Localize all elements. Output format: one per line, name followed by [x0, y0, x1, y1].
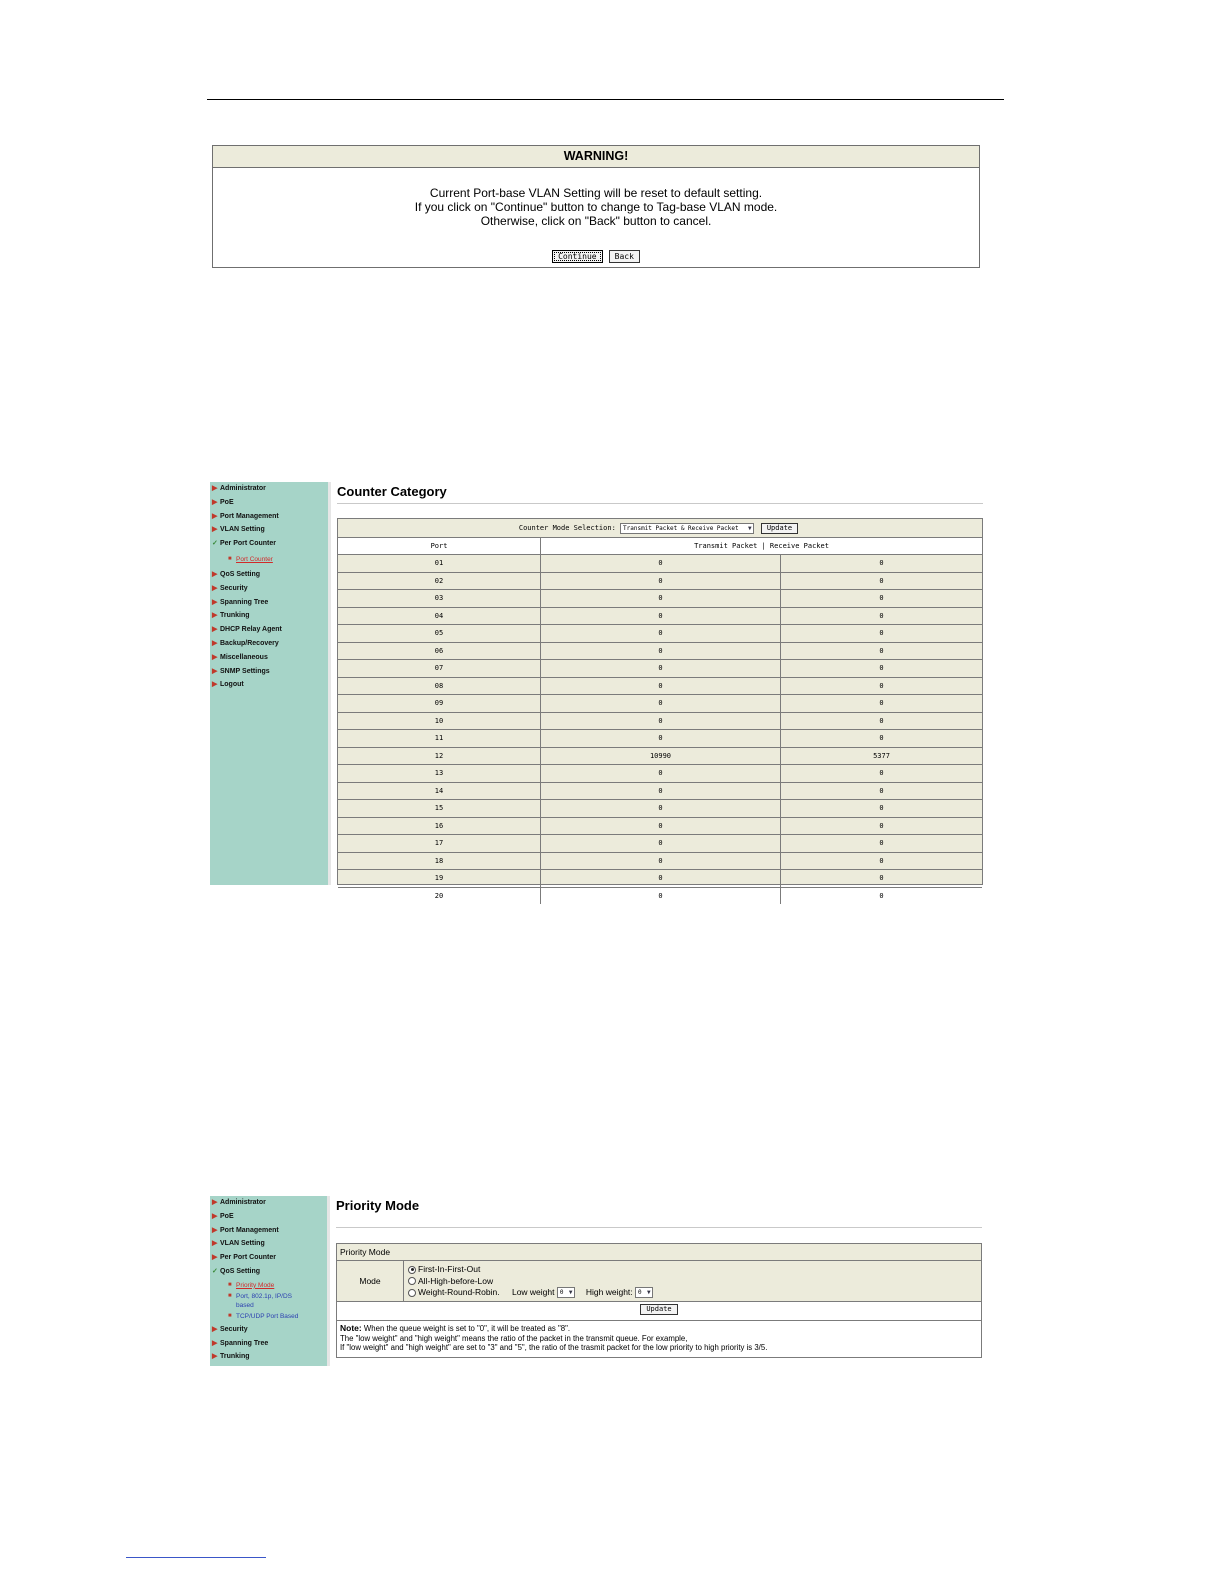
nav-dhcp-relay-agent[interactable]: ▶ DHCP Relay Agent [210, 623, 328, 637]
cell-transmit: 0 [541, 695, 781, 712]
counter-header-row [338, 538, 982, 555]
priority-mode-row [337, 1261, 981, 1302]
bullet-icon: ■ [228, 1292, 232, 1299]
arrow-right-icon: ▶ [212, 667, 218, 675]
priority-table [336, 1243, 982, 1358]
priority-sidebar [210, 1196, 330, 1366]
nav-qos-setting[interactable]: ▶ QoS Setting [210, 568, 328, 582]
table-row [338, 660, 982, 678]
table-row [338, 888, 982, 905]
counter-table [337, 518, 983, 900]
priority-update-button[interactable]: Update [640, 1304, 677, 1315]
cell-receive: 0 [879, 874, 884, 882]
nav-trunking[interactable]: ▶ Trunking [210, 609, 328, 623]
cell-port: 18 [338, 853, 541, 870]
table-row [338, 800, 982, 818]
nav-trunking[interactable]: ▶ Trunking [210, 1350, 327, 1364]
arrow-right-icon: ▶ [212, 570, 218, 578]
nav-poe[interactable]: ▶ PoE [210, 496, 328, 510]
table-row [338, 835, 982, 853]
check-icon: ✓ [212, 1267, 218, 1275]
table-row [338, 555, 982, 573]
cell-receive: 0 [879, 786, 884, 795]
counter-mode-row [338, 519, 982, 538]
bullet-icon: ■ [228, 1281, 232, 1288]
cell-port: 04 [338, 608, 541, 625]
cell-port: 11 [338, 730, 541, 747]
cell-port: 01 [338, 555, 541, 572]
nav-sub-port-8021p[interactable]: ■ Port, 802.1p, IP/DS [228, 1292, 293, 1300]
warning-line-1: Current Port-base VLAN Setting will be reset to default setting. [429, 186, 763, 200]
option-all-high[interactable]: All-High-before-Low [408, 1276, 653, 1288]
mode-options [404, 1261, 653, 1301]
nav-sub-priority-mode[interactable]: ■ Priority Mode [210, 1279, 327, 1292]
note-line-2: The "low weight" and "high weight" means the ratio of the packet in the transmit queue. For example, [340, 1333, 688, 1343]
cell-port: 12 [338, 748, 541, 765]
priority-nav [210, 1196, 327, 1364]
arrow-right-icon: ▶ [212, 1254, 218, 1262]
arrow-right-icon: ▶ [212, 1240, 218, 1248]
cell-transmit: 0 [541, 835, 781, 852]
cell-transmit: 0 [541, 573, 781, 590]
col-header-port: Port [338, 538, 541, 554]
table-row [338, 853, 982, 871]
cell-transmit: 0 [541, 818, 781, 835]
cell-receive: 0 [879, 699, 884, 707]
nav-qos-setting[interactable]: ✓ QoS Setting [210, 1265, 327, 1279]
cell-receive: 0 [879, 839, 884, 847]
cell-receive: 0 [879, 611, 884, 620]
cell-receive: 0 [879, 821, 884, 830]
nav-spanning-tree[interactable]: ▶ Spanning Tree [210, 596, 328, 610]
warning-dialog [212, 145, 980, 268]
cell-receive: 0 [879, 769, 884, 777]
arrow-right-icon: ▶ [212, 1226, 218, 1234]
cell-port: 15 [338, 800, 541, 817]
bullet-icon: ■ [228, 1312, 232, 1319]
table-row [338, 695, 982, 713]
counter-mode-label: Counter Mode Selection: [518, 524, 616, 532]
high-weight-label: High weight: [585, 1287, 633, 1297]
cell-receive: 5377 [873, 751, 890, 760]
cell-transmit: 0 [541, 870, 781, 887]
nav-vlan-setting[interactable]: ▶ VLAN Setting [210, 523, 328, 537]
priority-section-label: Priority Mode [337, 1244, 981, 1261]
nav-miscellaneous[interactable]: ▶ Miscellaneous [210, 651, 328, 665]
radio-wrr[interactable] [408, 1289, 416, 1297]
table-row [338, 765, 982, 783]
nav-security[interactable]: ▶ Security [210, 582, 328, 596]
arrow-right-icon: ▶ [212, 485, 218, 492]
cell-transmit: 0 [541, 853, 781, 870]
cell-receive: 0 [879, 734, 884, 742]
nav-backup-recovery[interactable]: ▶ Backup/Recovery [210, 637, 328, 651]
arrow-right-icon: ▶ [212, 526, 218, 534]
low-weight-label: Low weight [511, 1287, 555, 1297]
back-button[interactable]: Back [609, 250, 640, 263]
nav-sub-based[interactable]: based [236, 1301, 254, 1309]
counter-update-button[interactable]: Update [761, 523, 798, 534]
nav-snmp-settings[interactable]: ▶ SNMP Settings [210, 665, 328, 679]
cell-transmit: 0 [541, 643, 781, 660]
cell-transmit: 0 [541, 800, 781, 817]
nav-logout[interactable]: ▶ Logout [210, 678, 328, 692]
nav-per-port-counter[interactable]: ✓ Per Port Counter [210, 537, 328, 551]
cell-transmit: 0 [541, 590, 781, 607]
cell-transmit: 0 [541, 713, 781, 730]
counter-nav [210, 482, 328, 692]
nav-security[interactable]: ▶ Security [210, 1323, 327, 1337]
cell-transmit: 0 [541, 555, 781, 572]
high-weight-select[interactable]: 0 ▼ [635, 1287, 653, 1298]
cell-receive: 0 [879, 646, 884, 655]
cell-transmit: 0 [541, 625, 781, 642]
cell-port: 08 [338, 678, 541, 695]
arrow-right-icon: ▶ [212, 1353, 218, 1361]
arrow-right-icon: ▶ [212, 1339, 218, 1347]
option-wrr[interactable]: Weight-Round-Robin. Low weight 0 ▼ High weight: 0 ▼ [408, 1287, 653, 1299]
check-icon: ✓ [212, 540, 218, 548]
cell-receive: 0 [879, 716, 884, 725]
cell-receive: 0 [879, 891, 884, 900]
cell-receive: 0 [879, 804, 884, 812]
nav-administrator[interactable]: ▶ Administrator [210, 482, 328, 496]
cell-receive: 0 [879, 664, 884, 672]
cell-port: 17 [338, 835, 541, 852]
cell-receive: 0 [879, 856, 884, 865]
counter-page-title: Counter Category [337, 484, 447, 499]
cell-port: 14 [338, 783, 541, 800]
table-row [338, 608, 982, 626]
nav-port-management[interactable]: ▶ Port Management [210, 1224, 327, 1238]
arrow-right-icon: ▶ [212, 639, 218, 647]
table-row [338, 870, 982, 888]
warning-title: WARNING! [213, 146, 979, 168]
nav-per-port-counter[interactable]: ▶ Per Port Counter [210, 1251, 327, 1265]
arrow-right-icon: ▶ [212, 1199, 218, 1206]
col-header-packets: Transmit Packet | Receive Packet [694, 542, 829, 550]
page-header-rule [207, 99, 1004, 100]
arrow-right-icon: ▶ [212, 512, 218, 520]
arrow-right-icon: ▶ [212, 1212, 218, 1220]
counter-title-rule [337, 503, 983, 504]
cell-port: 09 [338, 695, 541, 712]
nav-vlan-setting[interactable]: ▶ VLAN Setting [210, 1237, 327, 1251]
nav-port-management[interactable]: ▶ Port Management [210, 510, 328, 524]
cell-port: 19 [338, 870, 541, 887]
option-fifo[interactable]: First-In-First-Out [408, 1264, 653, 1276]
counter-mode-select[interactable]: Transmit Packet & Receive Packet ▼ [620, 523, 754, 534]
table-row [338, 678, 982, 696]
radio-fifo[interactable] [408, 1266, 416, 1274]
cell-port: 13 [338, 765, 541, 782]
note-label: Note: [340, 1323, 362, 1333]
nav-sub-port-counter[interactable]: ■ Port Counter [210, 551, 328, 568]
note-line-1: When the queue weight is set to "0", it will be treated as "8". [363, 1324, 571, 1333]
table-row [338, 625, 982, 643]
low-weight-select[interactable]: 0 ▼ [557, 1287, 575, 1298]
priority-note [337, 1321, 981, 1353]
warning-line-2: If you click on "Continue" button to change to Tag-base VLAN mode. [414, 200, 778, 214]
cell-transmit: 0 [541, 660, 781, 677]
chevron-down-icon: ▼ [647, 1289, 651, 1297]
cell-port: 02 [338, 573, 541, 590]
cell-transmit: 0 [541, 783, 781, 800]
cell-transmit: 0 [541, 730, 781, 747]
arrow-right-icon: ▶ [212, 612, 218, 620]
table-row [338, 730, 982, 748]
table-row [338, 783, 982, 801]
cell-receive: 0 [879, 681, 884, 690]
cell-port: 20 [338, 888, 541, 905]
arrow-right-icon: ▶ [212, 653, 218, 661]
table-row [338, 748, 982, 766]
warning-line-3: Otherwise, click on "Back" button to cancel. [480, 214, 712, 228]
cell-port: 07 [338, 660, 541, 677]
bullet-icon: ■ [228, 555, 232, 562]
continue-button[interactable]: Continue [552, 250, 603, 263]
cell-transmit: 0 [541, 608, 781, 625]
cell-port: 10 [338, 713, 541, 730]
table-row [338, 643, 982, 661]
chevron-down-icon: ▼ [747, 524, 752, 532]
cell-receive: 0 [879, 594, 884, 602]
cell-receive: 0 [879, 576, 884, 585]
counter-sidebar [210, 482, 331, 885]
footer-link-underline [126, 1557, 266, 1558]
arrow-right-icon: ▶ [212, 584, 218, 592]
arrow-right-icon: ▶ [212, 498, 218, 506]
cell-transmit: 10990 [541, 748, 781, 765]
priority-page-title: Priority Mode [336, 1198, 420, 1213]
mode-label: Mode [337, 1261, 404, 1301]
priority-title-rule [336, 1227, 982, 1228]
cell-port: 05 [338, 625, 541, 642]
counter-rows [338, 555, 982, 904]
table-row [338, 713, 982, 731]
nav-poe[interactable]: ▶ PoE [210, 1210, 327, 1224]
priority-update-row [337, 1302, 981, 1321]
table-row [338, 818, 982, 836]
cell-receive: 0 [879, 559, 884, 567]
cell-receive: 0 [879, 629, 884, 637]
warning-buttons [213, 250, 979, 263]
nav-administrator[interactable]: ▶ Administrator [210, 1196, 327, 1210]
cell-transmit: 0 [541, 678, 781, 695]
cell-port: 06 [338, 643, 541, 660]
warning-message [213, 186, 979, 228]
radio-all-high[interactable] [408, 1277, 416, 1285]
cell-port: 16 [338, 818, 541, 835]
arrow-right-icon: ▶ [212, 598, 218, 606]
cell-port: 03 [338, 590, 541, 607]
nav-spanning-tree[interactable]: ▶ Spanning Tree [210, 1337, 327, 1351]
arrow-right-icon: ▶ [212, 1325, 218, 1333]
nav-sub-tcp-udp[interactable]: ■ TCP/UDP Port Based [210, 1310, 327, 1323]
table-row [338, 573, 982, 591]
cell-transmit: 0 [541, 888, 781, 905]
table-row [338, 590, 982, 608]
arrow-right-icon: ▶ [212, 626, 218, 634]
note-line-3: If "low weight" and "high weight" are set to "3" and "5", the ratio of the trasmit packet for the low priority to high priority is 3/5. [340, 1343, 768, 1352]
cell-transmit: 0 [541, 765, 781, 782]
arrow-right-icon: ▶ [212, 681, 218, 689]
chevron-down-icon: ▼ [568, 1289, 573, 1297]
